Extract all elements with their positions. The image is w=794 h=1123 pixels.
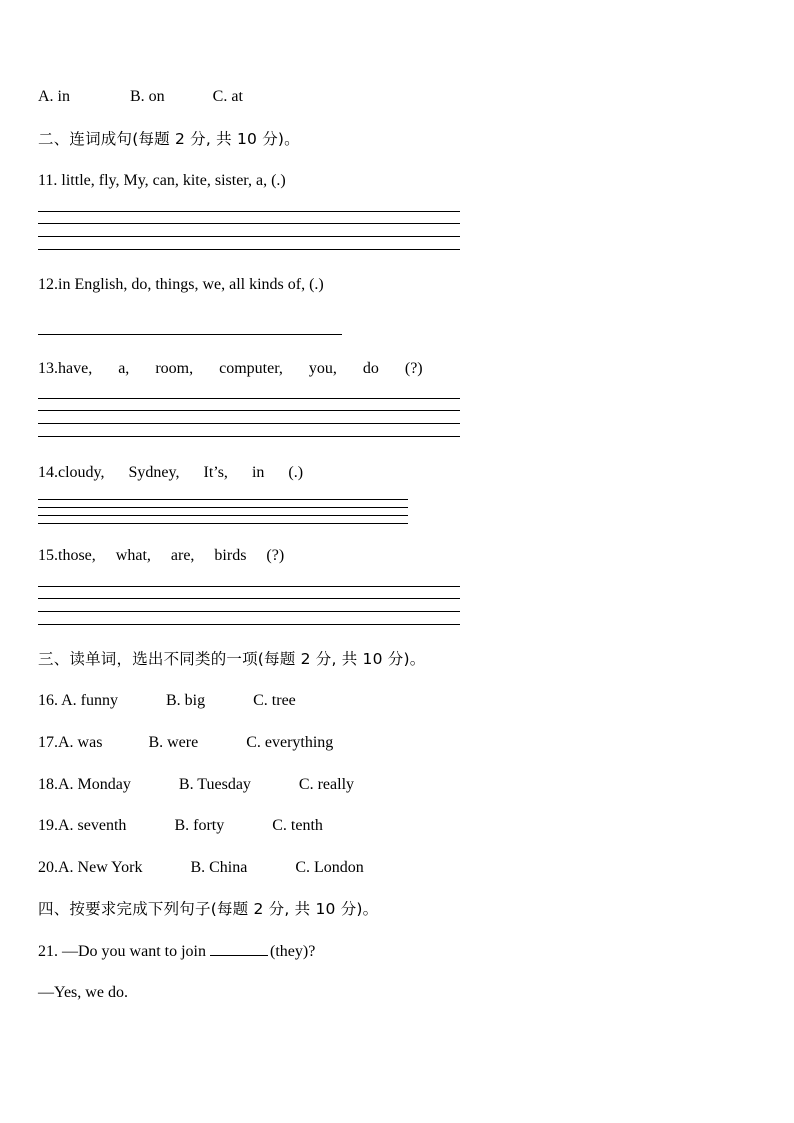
q12-answer-line	[38, 334, 342, 335]
q14-word: Sydney,	[128, 464, 180, 481]
q15-answer-line	[38, 624, 460, 625]
q19-option-c: C. tenth	[272, 817, 323, 834]
q16-option-a: 16. A. funny	[38, 692, 118, 709]
q13-answer-line	[38, 436, 460, 437]
q13-word: (?)	[404, 360, 423, 377]
q18-option-a: 18.A. Monday	[38, 776, 131, 793]
q13-answer-line	[38, 410, 460, 411]
q17-option-c: C. everything	[246, 734, 334, 751]
q13-word: a,	[118, 360, 130, 377]
q16-option-c: C. tree	[253, 692, 296, 709]
q13-answer-line	[38, 423, 460, 424]
q13-word: you,	[308, 360, 337, 377]
q19-option-b: B. forty	[174, 817, 225, 834]
q17-option-a: 17.A. was	[38, 734, 103, 751]
q21-answer: —Yes, we do.	[38, 984, 128, 1001]
q14-prompt	[38, 463, 303, 483]
q14-word: 14.cloudy,	[38, 464, 105, 481]
q10-options	[38, 87, 243, 107]
q18-option-c: C. really	[298, 776, 355, 793]
q11-answer-line	[38, 211, 460, 212]
q10-option-b: B. on	[130, 88, 165, 105]
q21-prefix: 21. —Do you want to join	[38, 943, 206, 960]
q21-prompt	[38, 941, 315, 962]
q11-answer-line	[38, 223, 460, 224]
q19-option-a: 19.A. seventh	[38, 817, 127, 834]
section4-heading: 四、按要求完成下列句子(每题 2 分, 共 10 分)。	[38, 900, 379, 918]
q19-options	[38, 816, 323, 836]
q20-option-a: 20.A. New York	[38, 859, 143, 876]
q20-option-b: B. China	[190, 859, 248, 876]
q13-answer-line	[38, 398, 460, 399]
q11-answer-line	[38, 249, 460, 250]
q15-answer-line	[38, 611, 460, 612]
q12-prompt: 12.in English, do, things, we, all kinds of, (.)	[38, 276, 324, 293]
section2-heading: 二、连词成句(每题 2 分, 共 10 分)。	[38, 130, 300, 148]
q10-option-c: C. at	[212, 88, 243, 105]
q17-options	[38, 733, 333, 753]
q18-options	[38, 775, 354, 795]
q13-word: computer,	[219, 360, 283, 377]
q14-answer-line	[38, 515, 408, 516]
q15-word: 15.those,	[38, 547, 96, 564]
q11-prompt: 11. little, fly, My, can, kite, sister, a, (.)	[38, 172, 286, 189]
q11-answer-line	[38, 236, 460, 237]
q15-answer-line	[38, 586, 460, 587]
q14-answer-line	[38, 499, 408, 500]
q14-word: (.)	[288, 464, 304, 481]
q15-word: are,	[170, 547, 195, 564]
q21-blank	[210, 941, 268, 956]
q13-word: room,	[155, 360, 194, 377]
q10-option-a: A. in	[38, 88, 70, 105]
q15-answer-line	[38, 598, 460, 599]
q15-word: birds	[214, 547, 247, 564]
q14-answer-line	[38, 507, 408, 508]
q13-word: do	[362, 360, 379, 377]
q13-word: 13.have,	[38, 360, 93, 377]
q20-options	[38, 858, 364, 878]
q14-word: It’s,	[203, 464, 228, 481]
q17-option-b: B. were	[148, 734, 199, 751]
q20-option-c: C. London	[295, 859, 364, 876]
q14-word: in	[251, 464, 265, 481]
q21-suffix: (they)?	[270, 943, 316, 960]
q15-prompt	[38, 546, 284, 566]
q16-option-b: B. big	[166, 692, 206, 709]
q18-option-b: B. Tuesday	[178, 776, 251, 793]
q15-word: what,	[115, 547, 151, 564]
q13-prompt	[38, 359, 423, 379]
q14-answer-line	[38, 523, 408, 524]
q15-word: (?)	[266, 547, 285, 564]
q16-options	[38, 691, 296, 711]
section3-heading: 三、读单词，选出不同类的一项(每题 2 分, 共 10 分)。	[38, 650, 426, 668]
